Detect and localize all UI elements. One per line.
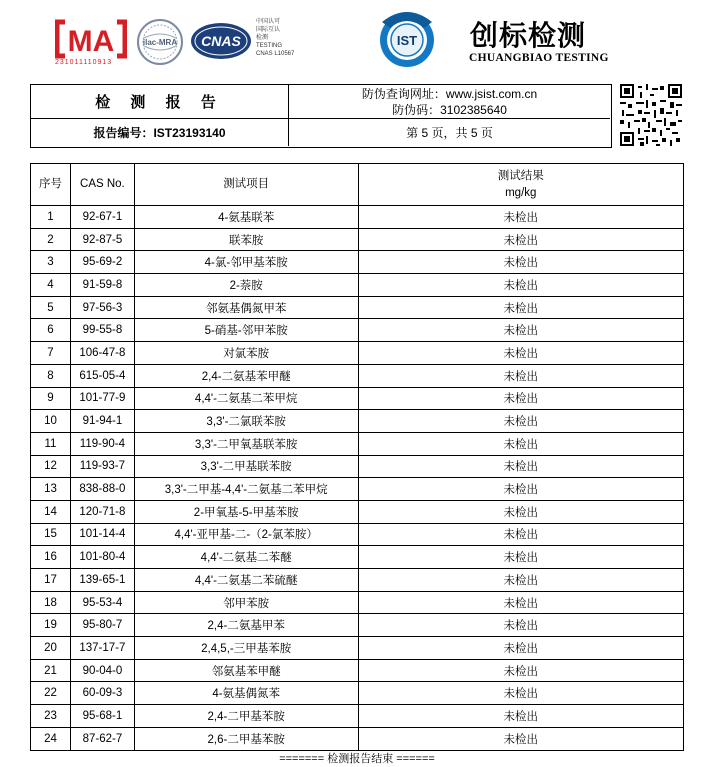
cell-result: 未检出 [358,387,683,410]
cell-cas: 106-47-8 [70,342,134,365]
cell-cas: 91-94-1 [70,410,134,433]
cell-item: 2,4-二甲基苯胺 [134,705,358,728]
cell-no: 24 [31,727,71,750]
cell-result: 未检出 [358,228,683,251]
table-row [31,523,684,546]
table-row [31,659,684,682]
cell-item: 4,4'-二氨基二苯甲烷 [134,387,358,410]
cnas-text: CNAS [201,33,241,49]
cnas-logo [190,22,252,60]
table-row [31,478,684,501]
cell-result: 未检出 [358,478,683,501]
report-title: 检 测 报 告 [31,85,289,119]
cell-cas: 95-80-7 [70,614,134,637]
cell-result: 未检出 [358,546,683,569]
cell-cas: 120-71-8 [70,500,134,523]
table-header-row [31,164,684,206]
table-row [31,705,684,728]
header-result-unit: mg/kg [505,186,537,199]
cell-no: 3 [31,251,71,274]
cell-result: 未检出 [358,659,683,682]
cell-item: 3,3'-二甲基联苯胺 [134,455,358,478]
cell-cas: 87-62-7 [70,727,134,750]
cnas-caption-line: 国际互认 [256,27,281,33]
cell-item: 3,3'-二氯联苯胺 [134,410,358,433]
table-row [31,296,684,319]
cnas-caption [256,18,316,58]
cell-cas: 139-65-1 [70,569,134,592]
qr-code-image [620,84,682,146]
report-end-marker: ======= 检测报告结束 ====== [279,753,435,765]
cell-cas: 92-87-5 [70,228,134,251]
cell-item: 4-氨基偶氮苯 [134,682,358,705]
report-title-box [30,84,612,148]
cell-cas: 137-17-7 [70,637,134,660]
table-row [31,364,684,387]
cell-cas: 838-88-0 [70,478,134,501]
header-logos [0,0,714,78]
cell-no: 9 [31,387,71,410]
cell-result: 未检出 [358,500,683,523]
table-row [31,637,684,660]
cell-result: 未检出 [358,274,683,297]
cell-cas: 60-09-3 [70,682,134,705]
table-row [31,274,684,297]
table-row [31,682,684,705]
cell-item: 2,4-二氨基甲苯 [134,614,358,637]
cell-no: 23 [31,705,71,728]
cell-no: 15 [31,523,71,546]
cell-cas: 615-05-4 [70,364,134,387]
page-info: 第 5 页，共 5 页 [406,126,493,140]
cell-cas: 101-14-4 [70,523,134,546]
cell-result: 未检出 [358,342,683,365]
cell-cas: 95-68-1 [70,705,134,728]
table-row [31,591,684,614]
table-row [31,342,684,365]
cell-item: 邻氨基苯甲醚 [134,659,358,682]
table-row [31,455,684,478]
cell-cas: 119-90-4 [70,432,134,455]
cell-item: 联苯胺 [134,228,358,251]
cell-item: 4,4'-亚甲基-二-（2-氯苯胺） [134,523,358,546]
cell-result: 未检出 [358,614,683,637]
cell-item: 5-硝基-邻甲苯胺 [134,319,358,342]
cell-result: 未检出 [358,319,683,342]
table-row [31,387,684,410]
brand-name-cn: 创标检测 [470,19,587,52]
cell-result: 未检出 [358,682,683,705]
cell-item: 3,3'-二甲基-4,4'-二氨基二苯甲烷 [134,478,358,501]
cell-result: 未检出 [358,591,683,614]
cell-cas: 95-69-2 [70,251,134,274]
cell-result: 未检出 [358,410,683,433]
cell-item: 2,6-二甲基苯胺 [134,727,358,750]
cell-no: 12 [31,455,71,478]
table-row [31,500,684,523]
cell-cas: 95-53-4 [70,591,134,614]
cell-no: 20 [31,637,71,660]
cell-result: 未检出 [358,251,683,274]
cell-no: 14 [31,500,71,523]
cell-no: 4 [31,274,71,297]
cell-result: 未检出 [358,523,683,546]
cell-cas: 101-80-4 [70,546,134,569]
cell-item: 2-甲氧基-5-甲基苯胺 [134,500,358,523]
table-row [31,228,684,251]
cell-no: 19 [31,614,71,637]
cell-no: 21 [31,659,71,682]
table-row [31,432,684,455]
cell-item: 邻氨基偶氮甲苯 [134,296,358,319]
table-row [31,206,684,229]
table-row [31,410,684,433]
cell-item: 3,3'-二甲氧基联苯胺 [134,432,358,455]
cell-cas: 91-59-8 [70,274,134,297]
cell-no: 1 [31,206,71,229]
cell-result: 未检出 [358,206,683,229]
header-cas: CAS No. [70,164,134,206]
report-number: 报告编号：IST23193140 [31,119,289,146]
table-row [31,251,684,274]
table-row [31,569,684,592]
cell-item: 2,4,5,-三甲基苯胺 [134,637,358,660]
cell-no: 22 [31,682,71,705]
header-result-title: 测试结果 [497,169,544,182]
cell-item: 2,4-二氨基苯甲醚 [134,364,358,387]
anti-fake-code: 防伪码：3102385640 [392,102,507,117]
cell-item: 2-萘胺 [134,274,358,297]
cell-item: 邻甲苯胺 [134,591,358,614]
cell-no: 13 [31,478,71,501]
cell-result: 未检出 [358,296,683,319]
cell-result: 未检出 [358,569,683,592]
cell-cas: 97-56-3 [70,296,134,319]
cell-no: 8 [31,364,71,387]
cell-result: 未检出 [358,637,683,660]
cell-no: 16 [31,546,71,569]
table-row [31,727,684,750]
ilac-text: ilac-MRA [142,38,178,47]
cell-no: 10 [31,410,71,433]
ist-text: IST [396,33,418,48]
cell-result: 未检出 [358,705,683,728]
cnas-caption-line: 中国认可 [256,19,281,25]
header-no: 序号 [31,164,71,206]
table-row [31,546,684,569]
cell-result: 未检出 [358,455,683,478]
cell-cas: 90-04-0 [70,659,134,682]
cell-no: 5 [31,296,71,319]
cnas-caption-line: TESTING [256,43,283,49]
cell-no: 7 [31,342,71,365]
cell-no: 17 [31,569,71,592]
cell-item: 4,4'-二氨基二苯硫醚 [134,569,358,592]
cell-item: 4-氨基联苯 [134,206,358,229]
cell-item: 4,4'-二氨基二苯醚 [134,546,358,569]
header-result [358,164,683,206]
cell-no: 11 [31,432,71,455]
header-item: 测试项目 [134,164,358,206]
brand-name-en: CHUANGBIAO TESTING [469,52,609,64]
ma-number: 231011110913 [55,59,113,66]
cell-cas: 101-77-9 [70,387,134,410]
cell-no: 2 [31,228,71,251]
cell-result: 未检出 [358,432,683,455]
anti-fake-url: 防伪查询网址：www.jsist.com.cn [361,86,538,101]
cell-cas: 99-55-8 [70,319,134,342]
table-row [31,319,684,342]
cell-cas: 119-93-7 [70,455,134,478]
cell-item: 4-氯-邻甲基苯胺 [134,251,358,274]
test-results-table [30,163,684,751]
cell-result: 未检出 [358,364,683,387]
anti-fake-info [289,85,610,119]
cell-cas: 92-67-1 [70,206,134,229]
cnas-caption-line: CNAS L10567 [256,51,295,57]
ma-text: MA [67,25,115,58]
cnas-caption-line: 检测 [256,35,269,41]
ilac-mra-logo [136,18,184,66]
cell-item: 对氯苯胺 [134,342,358,365]
ist-logo [376,8,438,70]
table-row [31,614,684,637]
cell-result: 未检出 [358,727,683,750]
cell-no: 6 [31,319,71,342]
cell-no: 18 [31,591,71,614]
